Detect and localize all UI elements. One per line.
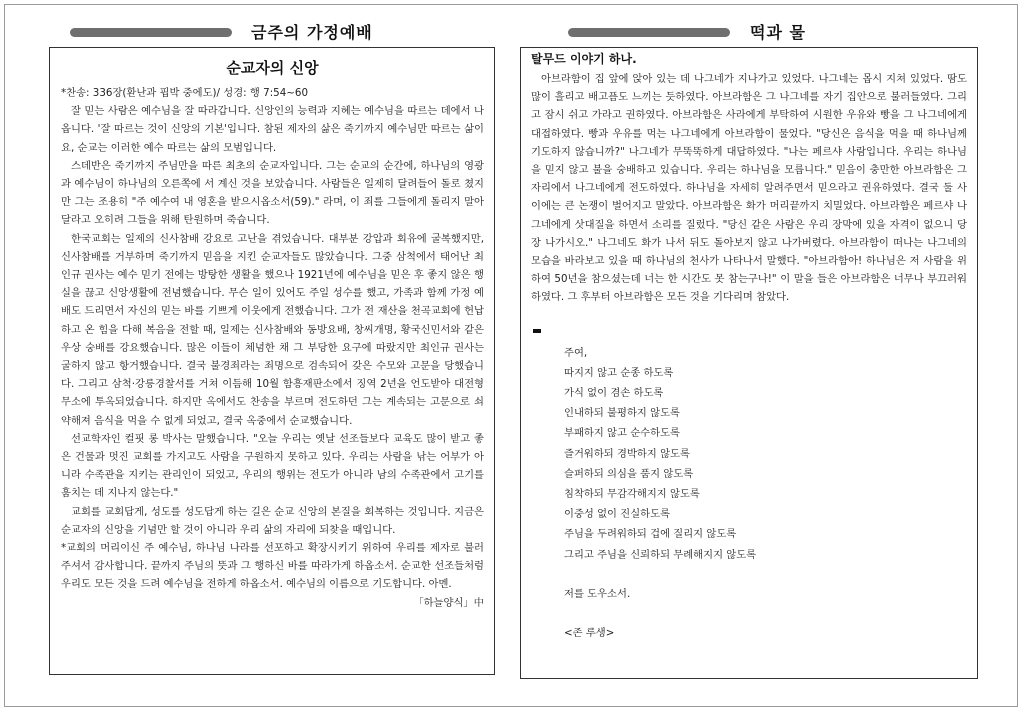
prayer-spacer — [564, 565, 967, 584]
section-bullet — [533, 329, 541, 333]
worship-title: 순교자의 신앙 — [226, 59, 319, 77]
prayer-line: 슬퍼하되 의심을 품지 않도록 — [564, 467, 694, 480]
prayer-spacer — [564, 604, 967, 623]
source-credit: 「하늘양식」中 — [413, 596, 484, 609]
story-panel — [520, 47, 978, 679]
worship-paragraph: 교회를 교회답게, 성도를 성도답게 하는 길은 순교 신앙의 본질을 회복하는 것입니다. 지금은 순교자의 신앙을 기념만 할 것이 아니라 우리 삶의 자리에 되찾을 때입니다. — [61, 505, 484, 536]
prayer-poem — [564, 343, 967, 644]
header-bar-left — [70, 28, 232, 37]
header-bar-right — [568, 28, 730, 37]
worship-paragraph: 잘 믿는 사람은 예수님을 잘 따라갑니다. 신앙인의 능력과 지혜는 예수님을 따르는 데에서 나옵니다. '잘 따르는 것이 신앙의 기본'입니다. 참된 제자의 삶은 죽기까지 예수님만 따르는 삶이요, 순교는 이러한 예수 따르는 삶의 모범입니다. — [61, 105, 484, 154]
story-title: 탈무드 이야기 하나. — [531, 52, 637, 66]
prayer-closing: 저를 도우소서. — [564, 587, 631, 600]
story-paragraph: 아브라함이 집 앞에 앉아 있는 데 나그네가 지나가고 있었다. 나그네는 몹시 지쳐 있었다. 땀도 많이 흘리고 배고픔도 느끼는 듯하였다. 아브라함은 그 나그네를 자기 집안으로 불러들였다. 그리고 잠시 쉬고 가라고 권하였다. 아브라함은 사라에게 부탁하여 시원한 우유와 빵을 그 나그네에게 대접하였다. 빵과 우유를 먹는 나그네에게 아브라함이 물었다. "당신은 음식을 먹을 때 하나님께 기도하지 않습니까?" 나그네가 무뚝뚝하게 대답하였다. "나는 페르샤 사람입니다. 우리는 하나님을 믿지 않고 불을 숭배하고 있습니다. 우리는 하나님을 모릅니다." 믿음이 충만한 아브라함은 그 자리에서 나그네에게 전도하였다. 하나님을 자세히 알려주면서 믿으라고 권유하였다. 결국 둘 사이에는 큰 논쟁이 벌어지고 말았다. 아브라함은 화가 머리끝까지 치밀었다. 아브라함은 페르샤 나그네에게 삿대질을 하면서 소리를 질렀다. "당신 같은 사람은 우리 장막에 있을 자격이 없으니 당장 나가시오." 나그네도 화가 나서 뒤도 돌아보지 않고 나가버렸다. 아브라함이 떠나는 나그네의 모습을 바라보고 있을 때 하나님의 천사가 나타나서 말했다. "아브라함아! 하나님은 저 사람을 위하여 50년을 참으셨는데 너는 한 시간도 못 참는구나!" 이 말을 들은 아브라함은 너무나 부끄러워하였다. 그 후부터 아브라함은 모든 것을 기다리며 참았다. — [531, 73, 967, 304]
prayer-author: <존 루생> — [564, 627, 615, 640]
worship-paragraph: 한국교회는 일제의 신사참배 강요로 고난을 겪었습니다. 대부분 강압과 회유에 굴복했지만, 신사참배를 거부하며 죽기까지 믿음을 지킨 순교자들도 많았습니다. 그중 삼척에서 태어난 최인규 권사는 예수 믿기 전에는 방탕한 생활을 했으나 1921년에 예수님을 믿은 후 좋지 않은 행실을 끊고 신앙생활에 전념했습니다. 무슨 일이 있어도 주일 성수를 했고, 가족과 함께 가정 예배도 드리면서 자신의 믿는 바를 기쁘게 이웃에게 전했습니다. 그가 전 재산을 천곡교회에 헌납하고 온 힘을 다해 복음을 전할 때, 일제는 신사참배와 동방요배, 창씨개명, 황국신민서와 같은 우상 숭배를 강요했습니다. 많은 이들이 체념한 채 그 부당한 요구에 따랐지만 최인규 권사는 굴하지 않고 항거했습니다. 결국 불경죄라는 죄명으로 검속되어 갖은 수모와 고문을 당했습니다. 그리고 삼척·강릉경찰서를 거쳐 이듬해 10월 함흥재판소에서 징역 2년을 언도받아 대전형무소에 투옥되었습니다. 하지만 옥에서도 찬송을 부르며 전도하던 그는 계속되는 고문으로 쇠약해져 음식을 먹을 수 없게 되었고, 결국 옥중에서 순교했습니다. — [61, 232, 484, 427]
prayer-line: 인내하되 불평하지 않도록 — [564, 407, 680, 420]
worship-panel — [49, 47, 495, 675]
prayer-line: 그리고 주님을 신뢰하되 무례해지지 않도록 — [564, 548, 757, 561]
header-title-left: 금주의 가정예배 — [251, 23, 373, 42]
prayer-line: 주여, — [564, 346, 588, 359]
prayer-line: 침착하되 무감각해지지 않도록 — [564, 488, 700, 501]
prayer-line: 주님을 두려워하되 겁에 질리지 않도록 — [564, 528, 737, 541]
header-title-right: 떡과 물 — [750, 23, 806, 42]
prayer-line: 따지지 않고 순종 하도록 — [564, 366, 674, 379]
prayer-line: 이중성 없이 진실하도록 — [564, 508, 671, 521]
closing-prayer: *교회의 머리이신 주 예수님, 하나님 나라를 선포하고 확장시키기 위하여 우리를 제자로 불러 주셔서 감사합니다. 끝까지 주님의 뜻과 그 행하신 바를 따라가게 하옵소서. 순교한 선조들처럼 우리도 모든 것을 드려 예수님을 전하게 하옵소서. 예수님의 이름으로 기도합니다. 아멘. — [61, 542, 484, 591]
prayer-line: 즐거워하되 경박하지 않도록 — [564, 447, 690, 460]
hymn-scripture: *찬송: 336장(환난과 핍박 중에도)/ 성경: 행 7:54~60 — [61, 87, 308, 99]
prayer-line: 가식 없이 겸손 하도록 — [564, 387, 664, 400]
prayer-line: 부패하지 않고 순수하도록 — [564, 427, 680, 440]
worship-paragraph: 선교학자인 컬핏 롱 박사는 말했습니다. "오늘 우리는 옛날 선조들보다 교육도 많이 받고 좋은 건물과 멋진 교회를 가지고도 사람을 구원하지 못하고 있다. 우리는 사람을 낚는 어부가 아니라 수족관을 지키는 관리인이 되었고, 우리의 행위는 전도가 아니라 남의 수족관에서 고기를 훔치는 데 지나지 않는다." — [61, 432, 484, 500]
worship-paragraph: 스데반은 죽기까지 주님만을 따른 최초의 순교자입니다. 그는 순교의 순간에, 하나님의 영광과 예수님이 하나님의 오른쪽에 서 계신 것을 보았습니다. 사람들은 일제히 달려들어 돌로 쳤지만 그는 조용히 "주 예수여 내 영혼을 받으시옵소서(59)." 라며, 이 죄를 그들에게 돌리지 말아 달라고 오히려 그들을 위해 탄원하며 죽습니다. — [61, 159, 484, 227]
